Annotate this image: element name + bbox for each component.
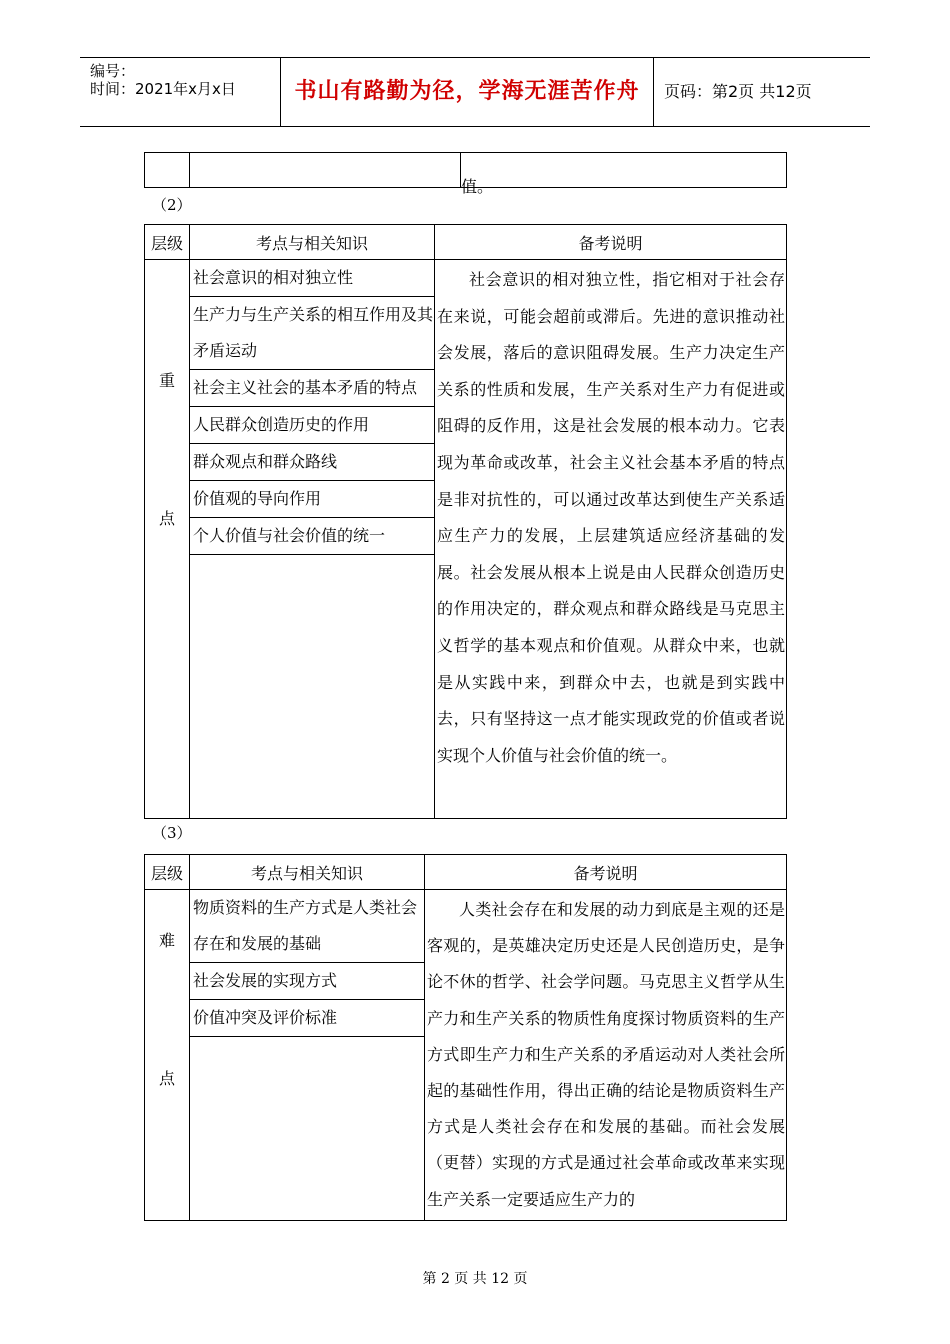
section2-label: （2） [152,196,192,214]
table-header-row [145,855,787,890]
header-motto: 书山有路勤为径，学海无涯苦作舟 [281,58,654,126]
knowledge-item: 社会主义社会的基本矛盾的特点 [190,370,434,407]
level-char: 难 [158,931,175,950]
table-header-row [145,225,787,260]
key-points-table [144,224,787,819]
table-row [145,260,787,819]
knowledge-item: 社会发展的实现方式 [190,963,424,1000]
level-char: 点 [158,1069,175,1088]
header-knowledge: 考点与相关知识 [190,855,425,890]
notes-cell: 人类社会存在和发展的动力到底是主观的还是客观的，是英雄决定历史还是人民创造历史，是争论不休的哲学、社会学问题。马克思主义哲学从生产力和生产关系的物质性角度探讨物质资料的生产方式即生产力和生产关系的矛盾运动对人类社会所起的基础性作用，得出正确的结论是物质资料生产方式是人类社会存在和发展的基础。而社会发展（更替）实现的方式是通过社会革命或改革来实现生产关系一定要适应生产力的 [425,890,787,1221]
level-char: 点 [158,509,175,528]
difficult-points-table [144,854,787,1221]
knowledge-item: 社会意识的相对独立性 [190,260,434,297]
knowledge-item: 价值冲突及评价标准 [190,1000,424,1037]
header-notes: 备考说明 [425,855,787,890]
number-label: 编号： [90,62,136,80]
header-knowledge: 考点与相关知识 [190,225,435,260]
knowledge-item: 生产力与生产关系的相互作用及其矛盾运动 [190,297,434,370]
header-notes: 备考说明 [435,225,787,260]
knowledge-item: 物质资料的生产方式是人类社会存在和发展的基础 [190,890,424,963]
header-page-info: 页码：第2页 共12页 [664,82,812,101]
knowledge-list [190,260,435,819]
section3-label: （3） [152,824,192,842]
knowledge-item: 人民群众创造历史的作用 [190,407,434,444]
knowledge-item: 个人价值与社会价值的统一 [190,518,434,555]
knowledge-list [190,890,425,1221]
knowledge-item: 价值观的导向作用 [190,481,434,518]
page-footer: 第 2 页 共 12 页 [422,1271,528,1287]
header-level: 层级 [145,225,190,260]
level-cell [145,890,190,1221]
page-header [80,57,870,127]
header-meta [80,58,281,126]
time-label: 时间：2021年x月x日 [90,80,236,98]
header-level: 层级 [145,855,190,890]
level-cell [145,260,190,819]
notes-cell: 社会意识的相对独立性，指它相对于社会存在来说，可能会超前或滞后。先进的意识推动社会发展，落后的意识阻碍发展。生产力决定生产关系的性质和发展，生产关系对生产力有促进或阻碍的反作用，这是社会发展的根本动力。它表现为革命或改革，社会主义社会基本矛盾的特点是非对抗性的，可以通过改革达到使生产关系适应生产力的发展，上层建筑适应经济基础的发展。社会发展从根本上说是由人民群众创造历史的作用决定的，群众观点和群众路线是马克思主义哲学的基本观点和价值观。从群众中来，也就是从实践中来，到群众中去，也就是到实践中去，只有坚持这一点才能实现政党的价值或者说实现个人价值与社会价值的统一。 [435,260,787,819]
table-row [145,890,787,1221]
level-char: 重 [158,371,175,390]
knowledge-item: 群众观点和群众路线 [190,444,434,481]
fragment-text: 值。 [461,177,494,196]
